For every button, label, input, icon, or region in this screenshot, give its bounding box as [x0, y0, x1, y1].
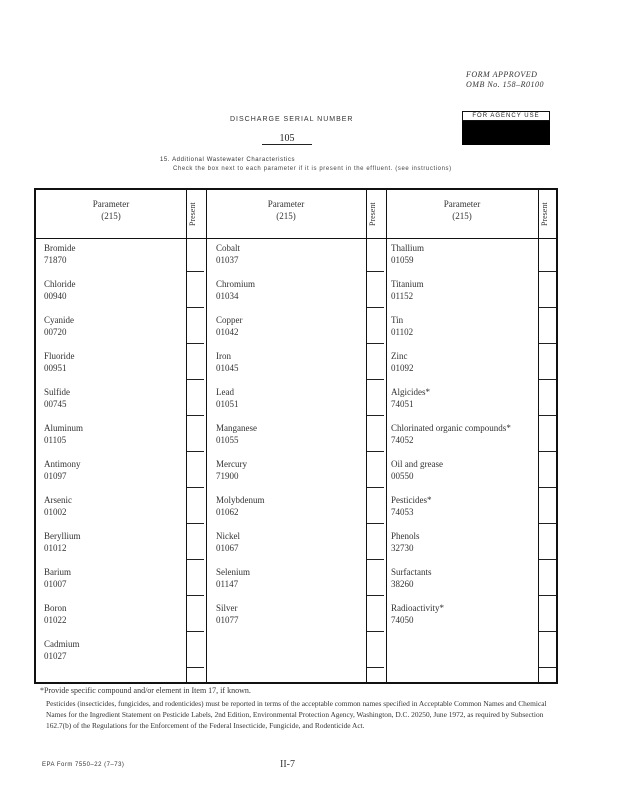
parameter-name: Barium — [44, 567, 71, 577]
parameter-code: 01042 — [216, 327, 239, 337]
present-checkbox[interactable] — [367, 460, 384, 488]
parameter-cell — [44, 494, 184, 518]
parameter-cell — [44, 278, 184, 302]
parameter-code: 71900 — [216, 471, 239, 481]
header-divider — [36, 238, 556, 239]
present-checkbox[interactable] — [187, 604, 204, 632]
parameter-name: Phenols — [391, 531, 420, 541]
present-checkbox[interactable] — [539, 604, 556, 632]
present-checkbox[interactable] — [187, 280, 204, 308]
present-checkbox[interactable] — [367, 424, 384, 452]
parameter-name: Boron — [44, 603, 67, 613]
parameter-cell — [216, 314, 356, 338]
column-divider — [386, 190, 387, 682]
parameter-code: 01105 — [44, 435, 67, 445]
parameter-cell — [216, 458, 356, 482]
parameter-name: Mercury — [216, 459, 247, 469]
present-header: Present — [188, 202, 197, 226]
parameter-name: Chlorinated organic compounds* — [391, 423, 511, 433]
parameter-cell — [391, 386, 531, 410]
parameter-name: Sulfide — [44, 387, 70, 397]
parameter-code: 71870 — [44, 255, 67, 265]
parameter-name: Selenium — [216, 567, 250, 577]
parameter-table — [34, 188, 558, 684]
column-header-code: (215) — [276, 211, 296, 221]
parameter-name: Zinc — [391, 351, 408, 361]
parameter-cell — [44, 638, 184, 662]
parameter-code: 01045 — [216, 363, 239, 373]
parameter-name: Antimony — [44, 459, 81, 469]
parameter-code: 01022 — [44, 615, 67, 625]
discharge-serial-label: DISCHARGE SERIAL NUMBER — [230, 116, 354, 123]
parameter-cell — [216, 278, 356, 302]
parameter-cell — [391, 494, 531, 518]
parameter-cell — [216, 386, 356, 410]
parameter-name: Chromium — [216, 279, 256, 289]
column-header-code: (215) — [101, 211, 121, 221]
present-checkbox[interactable] — [187, 532, 204, 560]
parameter-name: Beryllium — [44, 531, 81, 541]
present-checkbox[interactable] — [367, 352, 384, 380]
present-checkbox[interactable] — [539, 568, 556, 596]
parameter-cell — [391, 602, 531, 626]
parameter-code: 74051 — [391, 399, 414, 409]
parameter-cell — [44, 422, 184, 446]
parameter-code: 01002 — [44, 507, 67, 517]
parameter-name: Bromide — [44, 243, 76, 253]
present-checkbox[interactable] — [539, 316, 556, 344]
column-header-label: Parameter — [443, 199, 481, 209]
present-checkbox[interactable] — [187, 640, 204, 668]
present-checkbox[interactable] — [367, 604, 384, 632]
parameter-name: Cyanide — [44, 315, 74, 325]
form-number: EPA Form 7550–22 (7–73) — [42, 762, 125, 768]
agency-use-label: FOR AGENCY USE — [462, 111, 550, 121]
present-checkbox[interactable] — [539, 640, 556, 668]
column-header-2 — [206, 198, 366, 222]
parameter-name: Algicides* — [391, 387, 430, 397]
parameter-name: Titanium — [391, 279, 424, 289]
parameter-code: 00550 — [391, 471, 414, 481]
column-header-3 — [386, 198, 538, 222]
present-checkbox[interactable] — [187, 388, 204, 416]
parameter-cell — [216, 350, 356, 374]
parameter-name: Lead — [216, 387, 234, 397]
parameter-code: 01147 — [216, 579, 239, 589]
present-checkbox[interactable] — [367, 388, 384, 416]
section-instruction: Check the box next to each parameter if it is present in the effluent. (see instructions) — [173, 166, 452, 172]
present-checkbox[interactable] — [539, 460, 556, 488]
page-number: II-7 — [280, 759, 295, 770]
parameter-name: Iron — [216, 351, 231, 361]
discharge-serial-value[interactable]: 105 — [262, 133, 312, 145]
parameter-cell — [391, 314, 531, 338]
parameter-code: 01027 — [44, 651, 67, 661]
parameter-cell — [391, 242, 531, 266]
parameter-code: 01037 — [216, 255, 239, 265]
present-checkbox[interactable] — [539, 280, 556, 308]
present-checkbox[interactable] — [187, 316, 204, 344]
parameter-name: Copper — [216, 315, 243, 325]
parameter-cell — [44, 566, 184, 590]
parameter-cell — [391, 350, 531, 374]
parameter-name: Cadmium — [44, 639, 80, 649]
parameter-code: 01012 — [44, 543, 67, 553]
parameter-cell — [216, 422, 356, 446]
parameter-cell — [44, 350, 184, 374]
parameter-code: 01007 — [44, 579, 67, 589]
present-checkbox[interactable] — [367, 568, 384, 596]
column-header-code: (215) — [452, 211, 472, 221]
present-checkbox[interactable] — [367, 244, 384, 272]
parameter-name: Oil and grease — [391, 459, 443, 469]
present-checkbox[interactable] — [539, 352, 556, 380]
parameter-code: 74053 — [391, 507, 414, 517]
present-checkbox[interactable] — [187, 352, 204, 380]
parameter-name: Thallium — [391, 243, 424, 253]
parameter-code: 01055 — [216, 435, 239, 445]
parameter-name: Fluoride — [44, 351, 75, 361]
parameter-name: Nickel — [216, 531, 240, 541]
parameter-code: 01092 — [391, 363, 414, 373]
column-divider — [206, 190, 207, 682]
parameter-cell — [391, 422, 531, 446]
present-checkbox[interactable] — [539, 244, 556, 272]
parameter-name: Cobalt — [216, 243, 240, 253]
present-checkbox[interactable] — [539, 532, 556, 560]
form-approved-note — [466, 70, 544, 90]
parameter-name: Surfactants — [391, 567, 432, 577]
present-checkbox[interactable] — [367, 316, 384, 344]
parameter-cell — [391, 530, 531, 554]
present-checkbox[interactable] — [187, 244, 204, 272]
parameter-code: 74052 — [391, 435, 414, 445]
section-title: 15. Additional Wastewater Characteristics — [160, 157, 296, 163]
present-checkbox[interactable] — [539, 424, 556, 452]
present-checkbox[interactable] — [539, 496, 556, 524]
parameter-code: 01034 — [216, 291, 239, 301]
parameter-cell — [44, 458, 184, 482]
present-header: Present — [540, 202, 549, 226]
parameter-cell — [44, 242, 184, 266]
parameter-code: 01077 — [216, 615, 239, 625]
parameter-cell — [391, 566, 531, 590]
parameter-code: 00720 — [44, 327, 67, 337]
parameter-cell — [44, 530, 184, 554]
present-checkbox[interactable] — [367, 532, 384, 560]
parameter-code: 74050 — [391, 615, 414, 625]
parameter-cell — [216, 530, 356, 554]
parameter-cell — [44, 386, 184, 410]
parameter-code: 00745 — [44, 399, 67, 409]
present-checkbox[interactable] — [367, 640, 384, 668]
parameter-name: Molybdenum — [216, 495, 265, 505]
parameter-code: 01051 — [216, 399, 239, 409]
parameter-code: 01062 — [216, 507, 239, 517]
parameter-name: Manganese — [216, 423, 257, 433]
parameter-code: 00940 — [44, 291, 67, 301]
parameter-name: Silver — [216, 603, 238, 613]
parameter-code: 01102 — [391, 327, 414, 337]
agency-use-redaction — [462, 121, 550, 145]
parameter-cell — [391, 278, 531, 302]
parameter-cell — [216, 602, 356, 626]
parameter-cell — [44, 314, 184, 338]
present-checkbox[interactable] — [367, 280, 384, 308]
parameter-cell — [391, 458, 531, 482]
parameter-name: Pesticides* — [391, 495, 432, 505]
column-header-label: Parameter — [267, 199, 305, 209]
parameter-name: Aluminum — [44, 423, 84, 433]
present-checkbox[interactable] — [187, 460, 204, 488]
present-checkbox[interactable] — [187, 568, 204, 596]
parameter-code: 01059 — [391, 255, 414, 265]
parameter-code: 00951 — [44, 363, 67, 373]
present-header: Present — [368, 202, 377, 226]
pesticide-note: Pesticides (insecticides, fungicides, and rodenticides) must be reported in terms of the acceptable common names specified in Acceptable Common Names and Chemical Names for the Ingredient Statement on Pesticide Labels, 2nd Edition, Environmental Protection Agency, Washington, D.C. 20250, June 1972, as required by Subsection 162.7(b) of the Regulations for the Enforcement of the Federal Insecticide, Fungicide, and Rodenticide Act. — [46, 699, 547, 730]
parameter-code: 38260 — [391, 579, 414, 589]
parameter-name: Chloride — [44, 279, 76, 289]
parameter-code: 01097 — [44, 471, 67, 481]
parameter-name: Arsenic — [44, 495, 72, 505]
parameter-cell — [44, 602, 184, 626]
present-checkbox[interactable] — [367, 496, 384, 524]
footnote: *Provide specific compound and/or element in Item 17, if known. — [40, 686, 251, 695]
parameter-cell — [216, 494, 356, 518]
form-approved-label: FORM APPROVED — [466, 70, 538, 79]
parameter-code: 01152 — [391, 291, 414, 301]
parameter-code: 32730 — [391, 543, 414, 553]
parameter-code: 01067 — [216, 543, 239, 553]
column-header-1 — [36, 198, 186, 222]
parameter-cell — [216, 566, 356, 590]
column-header-label: Parameter — [92, 199, 130, 209]
parameter-cell — [216, 242, 356, 266]
present-checkbox[interactable] — [187, 424, 204, 452]
parameter-name: Radioactivity* — [391, 603, 444, 613]
present-checkbox[interactable] — [187, 496, 204, 524]
parameter-name: Tin — [391, 315, 404, 325]
omb-number: OMB No. 158–R0100 — [466, 80, 545, 89]
present-checkbox[interactable] — [539, 388, 556, 416]
